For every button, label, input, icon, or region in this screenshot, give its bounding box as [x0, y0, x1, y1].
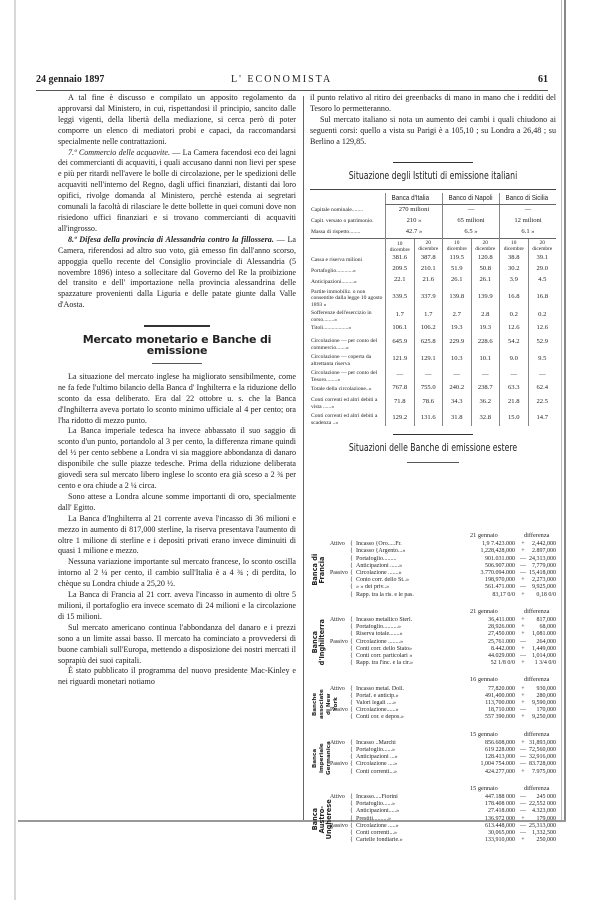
row-label: Incasso {Argento...» [356, 548, 406, 555]
brace-glyph: { [350, 699, 353, 706]
brace-glyph: { [350, 624, 353, 631]
row-label: Incasso {Oro.....Fr. [356, 541, 402, 548]
row-value: 1,228,428,000 [480, 548, 515, 555]
row-sign: — [520, 652, 526, 659]
row-label: Anticipazioni.....» [356, 808, 400, 815]
brace-glyph: { [350, 793, 353, 800]
brace-glyph: { [350, 541, 353, 548]
row-sign: + [521, 768, 525, 775]
row-diff: 250,000 [536, 837, 556, 844]
row-label: Incasso ..Marchi [356, 739, 396, 746]
row-label: Portafoglio......» [356, 746, 395, 753]
row-sign: — [520, 793, 526, 800]
table-row: Titoli..................» 106.1 106.2 19.3 19.3 12.6 12.6 [310, 323, 556, 334]
row-diff: 1,332,500 [532, 829, 556, 836]
row-value: 27.418.000 [488, 808, 515, 815]
brace-glyph: { [350, 577, 353, 584]
row-sign: + [521, 624, 525, 631]
row-sign: + [521, 631, 525, 638]
row-value: 561.471.000 [485, 584, 515, 591]
row-diff: 2,442,000 [532, 541, 556, 548]
row-value: 113,700.000 [485, 699, 515, 706]
table-row: Circolazione — per conto del Tesoro........» — — — — — — [310, 367, 556, 383]
section-rule [144, 325, 210, 327]
bank-header: Banca d'Italia [390, 193, 438, 204]
left-column [58, 93, 296, 688]
row-sign: + [521, 591, 525, 598]
row-label: Rapp. tra la ris. e le pas. [356, 591, 414, 598]
brace-glyph: { [350, 555, 353, 562]
row-label: Incasso metal. Doll. [356, 685, 404, 692]
row-diff: 2.897,000 [532, 548, 556, 555]
right-column [310, 93, 556, 467]
row-label: Circolazione .......» [356, 570, 402, 576]
italian-table-title: Situazione degli Istituti di emissione italiani [348, 169, 518, 182]
table-row: Conti correnti ed altri debiti a scadenza ..» 129.2 131.6 31.8 32.8 15.0 14.7 [310, 410, 556, 426]
row-diff: 7.975,000 [532, 768, 556, 775]
row-diff: 1,014,000 [532, 652, 556, 659]
row-sign: + [521, 548, 525, 555]
row-value: 44.029.000 [488, 652, 515, 659]
row-sign: + [521, 692, 525, 699]
header-date: 24 gennaio 1897 [36, 74, 105, 85]
row-value: 447.188 000 [485, 793, 515, 800]
row-value: 36,411.000 [488, 616, 515, 623]
bank-name: Banche associate di New York [312, 688, 339, 719]
bank-header: Banco di Sicilia [504, 193, 552, 204]
row-diff: 930,000 [536, 685, 556, 692]
capital-row: Capit. versato o patrimonio. 210 » 65 milioni 12 milioni [310, 216, 556, 227]
row-sign: + [521, 699, 525, 706]
row-diff: 22,552 000 [529, 801, 556, 808]
row-value: 619 228.000 [485, 746, 515, 753]
table-row: Anticipazioni.........» 22.1 21.6 26.1 26.1 3.9 4.5 [310, 275, 556, 286]
row-sign: + [521, 685, 525, 692]
row-value: 77,820.000 [488, 685, 515, 692]
row-value: 8.442.000 [491, 645, 515, 652]
section-title: Mercato monetario e Banche di emissione [82, 333, 272, 358]
row-sign: — [520, 584, 526, 591]
table-row: Sofferenze dell'esercizio in corso........» 1.7 1.7 2.7 2.8 0.2 0.2 [310, 308, 556, 323]
row-value: 1,004 754.000 [480, 761, 515, 768]
row-label: » » dei priv..» [356, 584, 390, 591]
bank-header: Banco di Napoli [447, 193, 495, 204]
row-diff: 31,893,000 [529, 739, 556, 746]
brace-glyph: { [350, 815, 353, 822]
row-value: 3.770.094.000 [480, 570, 515, 576]
foreign-table-title: Situazioni delle Banche di emissione estere [348, 442, 518, 455]
row-value: 1,9 7.423.000 [482, 541, 515, 548]
page-edge-right [561, 0, 562, 820]
brace-glyph: { [350, 591, 353, 598]
row-diff: 1,449,000 [532, 645, 556, 652]
row-value: 128.413,000 [485, 754, 515, 761]
row-diff: 170,000 [536, 707, 556, 714]
row-diff: 280,000 [536, 692, 556, 699]
row-sign: — [520, 808, 526, 815]
row-sign: + [521, 739, 525, 746]
row-label: Cartelle fondiarie.» [356, 837, 403, 844]
row-value: 25,761.000 [488, 638, 515, 645]
row-sign: — [520, 761, 526, 768]
row-value: 18,710.000 [488, 707, 515, 714]
item-7 [58, 148, 296, 235]
brace-glyph: { [350, 562, 353, 569]
row-label: Portafoglio......» [356, 801, 395, 808]
group-label: Attivo [330, 793, 345, 800]
row-sign: + [521, 541, 525, 548]
brace-glyph: { [350, 808, 353, 815]
row-sign: — [520, 562, 526, 569]
item-7-text: — La Camera facendosi eco dei lagni dei commercianti di acquaviti, i quali accusano danni non lievi per spese e più per ritardi nell'avere le bolle di circolazione, per le spedizioni delle acquaviti nell'interno del Regno, dagli uffici finanziari, distanti dai loro opifici, rivolge domanda al Ministero, perchè estenda ai segretari comunali la facoltà di rilasciare le dette bollette in quei comuni dove non risiedono uffici finanziari e si trovano commercianti di acquaviti all'ingrosso. [58, 147, 296, 233]
paragraph: La Banca d'Inghilterra al 21 corrente aveva l'incasso di 36 milioni e mezzo in aumento di 817,000 sterline, la riserva presentava l'aumento di oltre 1 milione di sterline e i depositi privati erano invece diminuiti di quasi 1 milione e mezzo. [58, 513, 296, 556]
row-label: Anticipazioni ......» [356, 562, 403, 569]
table-top-rule [310, 189, 556, 190]
group-label: Passivo [330, 761, 348, 768]
row-label: Prestiti..........» [356, 815, 392, 822]
row-sign: — [520, 707, 526, 714]
page-number: 61 [538, 74, 548, 85]
table-row: Partite immobiliz. o non consentite dalla legge 10 agosto 1893 » 339.5 337.9 139.8 139.9 16.8 16.8 [310, 286, 556, 309]
paragraph: È stato pubblicato il programma del nuovo presidente Mac-Kinley e nei riguardi monetari notiamo [58, 666, 296, 687]
row-value: 506.907.000 [485, 562, 515, 569]
table-row: Totale della circolazione..» 767.8 755.0 240.2 238.7 63.3 62.4 [310, 383, 556, 394]
row-label: Incasso metallico Sterl. [356, 616, 413, 623]
row-label: Valori legali ....» [356, 699, 396, 706]
row-label: Conti correnti...» [356, 829, 397, 836]
row-diff: 68,000 [539, 624, 556, 631]
row-diff: 1,081.000 [532, 631, 556, 638]
row-sign: + [521, 616, 525, 623]
row-sign: + [521, 660, 525, 667]
bank-name: Banca Austro-Ungherese [311, 799, 333, 840]
group-label: Passivo [330, 638, 348, 645]
brace-glyph: { [350, 548, 353, 555]
row-value: 856.608,000 [485, 739, 515, 746]
row-value: 27,450.000 [488, 631, 515, 638]
brace-glyph: { [350, 801, 353, 808]
brace-glyph: { [350, 761, 353, 768]
row-diff: 2,273,000 [532, 577, 556, 584]
row-diff: 72,560,000 [529, 746, 556, 753]
row-diff: 9,925,000 [532, 584, 556, 591]
row-sign: + [521, 577, 525, 584]
row-label: Conto corr. dello St..» [356, 577, 409, 584]
brace-glyph: { [350, 660, 353, 667]
row-label: Circolazione ........» [356, 638, 404, 645]
row-diff: 9,590,000 [532, 699, 556, 706]
row-diff: 7,779,000 [532, 562, 556, 569]
brace-glyph: { [350, 768, 353, 775]
row-diff: 817,000 [536, 616, 556, 623]
row-label: Conti corr. dello Stato» [356, 645, 412, 652]
paragraph: Sono attese a Londra alcune somme importanti di oro, specialmente dall' Egitto. [58, 491, 296, 512]
brace-glyph: { [350, 837, 353, 844]
paragraph: La Banca di Francia al 21 corr. aveva l'incasso in aumento di oltre 5 milioni, il portafoglio era invece scemato di 24 milioni e la circolazione di 15 milioni. [58, 590, 296, 621]
section-rule [393, 162, 473, 163]
group-label: Attivo [330, 616, 345, 623]
row-sign: — [520, 570, 526, 576]
paragraph: Sul mercato americano continua l'abbondanza del danaro e i prezzi sono a un limite assai basso. Il mercato ha cominciato a provvedersi di buone cambiali sull'Europa, mettendo a disposizione dei nostri mercati il soprapiù dei suoi capitali. [58, 622, 296, 665]
group-label: Passivo [330, 707, 348, 714]
table-row: Cassa e riserva milioni 381.6 387.8 119.5 120.8 38.8 39.1 [310, 253, 556, 264]
row-sign: + [521, 714, 525, 721]
row-sign: + [521, 837, 525, 844]
row-value: 491,400.000 [485, 692, 515, 699]
row-label: Circolazione .....» [356, 822, 399, 829]
item-8 [58, 235, 296, 311]
row-diff: 9,250,000 [532, 714, 556, 721]
table-row: Conti correnti ed altri debiti a vista ......» 71.8 78.6 34.3 36.2 21.8 22.5 [310, 394, 556, 410]
brace-glyph: { [350, 645, 353, 652]
bank-name: Banca d'Inghilterra [311, 618, 326, 666]
row-sign: + [521, 815, 525, 822]
row-label: Riserva totale.......» [356, 631, 403, 638]
section-rule [393, 434, 473, 435]
page-edge-shadow [564, 0, 566, 822]
row-diff: 24,313,000 [529, 555, 556, 562]
group-label: Attivo [330, 685, 345, 692]
row-label: Circolazione......» [356, 707, 399, 714]
paragraph: A tal fine è discusso e compilato un apposito regolamento da approvarsi dal Ministero, in cui, rispettandosi il principio, sancito dalle leggi vigenti, della libertà della mediazione, si cerca però di poter comporre un elenco di mediatori probi e capaci, da raccomandarsi specialmente nelle contrattazioni. [58, 93, 296, 146]
paragraph: La Banca imperiale tedesca ha invece abbassato il suo saggio di sconto d'un punto, portandolo al 3 per cento, la differenza rimane quindi del ½ per cento sebbene a Londra vi sia maggiore abbondanza di danaro disponibile che sulle piazze tedesche. Prima della riduzione deliberata giovedì sera sul mercato libero inglese lo sconto era già sceso a 2 ¾ per cento e ora chiude a 2 ¼ circa. [58, 426, 296, 490]
capital-row: Capitale nominale........ 270 milioni — — [310, 205, 556, 216]
brace-glyph: { [350, 652, 353, 659]
brace-glyph: { [350, 584, 353, 591]
table-row: Circolazione — per conto del commercio.......» 645.9 625.8 229.9 228.6 54.2 52.9 [310, 334, 556, 351]
paragraph: il punto relativo al ritiro dei greenbacks di mano in mano che i redditi del Tesoro lo permetteranno. [310, 93, 556, 113]
row-diff: 32,916,000 [529, 754, 556, 761]
brace-glyph: { [350, 631, 353, 638]
section-subrule [407, 462, 459, 463]
group-label: Attivo [330, 739, 345, 746]
capital-row: Massa di rispetto........ 42.7 » 6.5 » 6.1 » [310, 227, 556, 238]
brace-glyph: { [350, 822, 353, 829]
page-edge-left [14, 0, 16, 900]
brace-glyph: { [350, 754, 353, 761]
row-diff: 25,313,000 [529, 822, 556, 829]
brace-glyph: { [350, 714, 353, 721]
row-diff: 83.728,000 [529, 761, 556, 768]
row-value: 613.448,000 [485, 822, 515, 829]
row-label: Circolazione ....» [356, 761, 398, 768]
row-value: 30,065,000 [488, 829, 515, 836]
section-subrule [152, 363, 202, 364]
brace-glyph: { [350, 685, 353, 692]
table-row: Portafoglio............» 209.5 210.1 51.9 50.8 30.2 29.0 [310, 264, 556, 275]
row-label: Conti corr. particolari » [356, 652, 413, 659]
item-7-title: 7.º Commercio delle acquavite. [68, 147, 171, 157]
brace-glyph: { [350, 746, 353, 753]
row-sign: — [520, 638, 526, 645]
brace-glyph: { [350, 638, 353, 645]
row-label: Rapp. tra l'inc. e la cir.» [356, 660, 414, 667]
row-sign: — [520, 555, 526, 562]
row-label: Portafoglio......... [356, 555, 397, 562]
row-diff: 179,000 [536, 815, 556, 822]
row-diff: 15,418,000 [529, 570, 556, 576]
brace-glyph: { [350, 692, 353, 699]
group-label: Attivo [330, 541, 345, 548]
row-sign: — [520, 746, 526, 753]
row-value: 83,17 0/0 [492, 591, 515, 598]
row-label: Conti correnti...» [356, 768, 397, 775]
brace-glyph: { [350, 739, 353, 746]
brace-glyph: { [350, 829, 353, 836]
column-divider [303, 96, 304, 820]
italian-banks-table [310, 193, 556, 426]
row-value: 901.031.000 [485, 555, 515, 562]
paragraph: Sul mercato italiano si nota un aumento dei cambi i quali chiudono ai seguenti corsi: quello a vista su Parigi è a 105,10 ; su Londra a 26,48 ; su Berlino a 129,85. [310, 114, 556, 146]
row-sign: — [520, 829, 526, 836]
row-value: 178.408 000 [485, 801, 515, 808]
row-value: 52 1/8 0/0 [490, 660, 515, 667]
header-rule [36, 90, 548, 91]
paragraph: Nessuna variazione importante sul mercato francese, lo sconto oscilla intorno al 2 ¼ per cento, il cambio sull'Italia è a 4 ¾ ; di perdita, lo chèque su Londra chiude a 25,20 ½. [58, 557, 296, 589]
row-label: Portafoglio..........» [356, 624, 401, 631]
paragraph: La situazione del mercato inglese ha migliorato sensibilmente, come ne fa fede l'ultimo bilancio della Banca d' Inghilterra e la riduzione dello sconto da essa deliberato. Era dal 22 ottobre u. s. che la Banca d'Inghilterra aveva portato lo sconto minimo ufficiale al 4 per cento; ora l'ha ridotto di mezzo punto. [58, 371, 296, 425]
item-8-text: — La Camera, riferendosi ad altro suo voto, già emesso fin dall'anno scorso, appoggia quello recente del Consiglio provinciale di Alessandria (5 novembre 1896) inteso a sollecitare dal Governo del Re la proibizione del transito e dell' importazione nella provincia alessandrina delle spazzature provenienti dalla Liguria e delle patate giunte dalla Valle d'Aosta. [58, 234, 296, 310]
row-value: 28,926.000 [488, 624, 515, 631]
row-label: Anticipazioni ...» [356, 754, 398, 761]
bank-name: Banca imperiale Germanica [312, 740, 332, 775]
row-label: Portaf. e anticip.» [356, 692, 399, 699]
row-diff: 4.323,000 [532, 808, 556, 815]
row-diff: 0,18 0/0 [536, 591, 556, 598]
row-label: Incasso.....Fiorini [356, 793, 398, 800]
brace-glyph: { [350, 707, 353, 714]
row-sign: — [520, 754, 526, 761]
page-header [36, 74, 548, 90]
row-sign: — [520, 801, 526, 808]
item-8-title: 8.º Difesa della provincia di Alessandria contro la fillossera. [68, 234, 274, 244]
row-diff: 1 3/4 0/0 [534, 660, 556, 667]
row-diff: 245 000 [536, 793, 556, 800]
row-value: 136.972 000 [485, 815, 515, 822]
journal-title: L' ECONOMISTA [231, 74, 333, 85]
group-label: Passivo [330, 570, 348, 576]
row-value: 198,970,000 [485, 577, 515, 584]
bank-name: Banca di Francia [311, 554, 326, 586]
table-row: Circolazione — coperta da altrettanta riserva 121.9 129.1 10.3 10.1 9.0 9.5 [310, 351, 556, 367]
row-sign: — [520, 822, 526, 829]
brace-glyph: { [350, 570, 353, 576]
group-label: Passivo [330, 822, 348, 829]
row-diff: 264,000 [536, 638, 556, 645]
row-sign: + [521, 645, 525, 652]
row-value: 557 390.000 [485, 714, 515, 721]
row-label: Conti cor. e depos.» [356, 714, 404, 721]
row-value: 424.277,000 [485, 768, 515, 775]
row-value: 133,910,000 [485, 837, 515, 844]
brace-glyph: { [350, 616, 353, 623]
date-row: 10 dicembre 20 dicembre 10 dicembre 20 dicembre 10 dicembre 20 dicembre [310, 239, 556, 254]
